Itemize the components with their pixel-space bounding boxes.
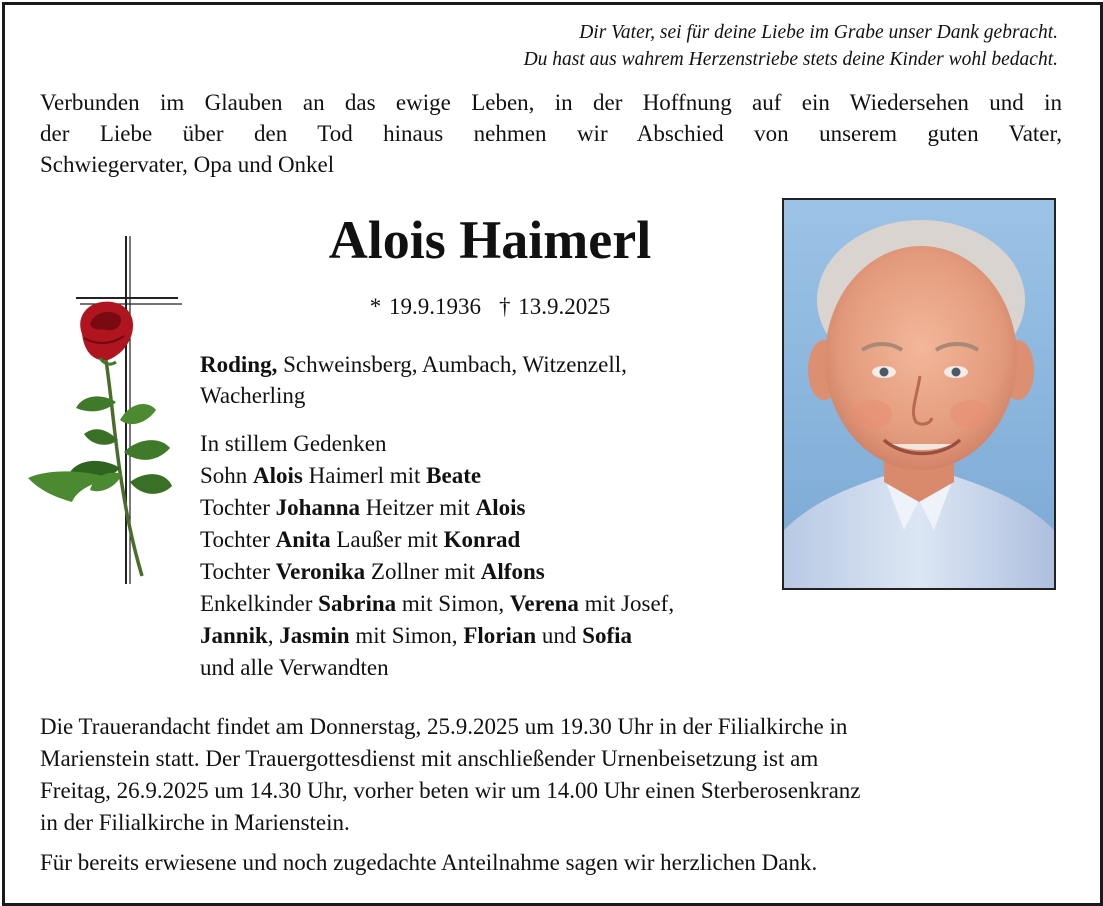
service-line-3: Freitag, 26.9.2025 um 14.30 Uhr, vorher beten wir um 14.00 Uhr einen Sterberosenkranz (40, 778, 861, 803)
intro-line-1: Verbunden im Glauben an das ewige Leben, in der Hoffnung auf ein Wiedersehen und in (40, 90, 1062, 115)
mourner-row: Tochter Johanna Heitzer mit Alois (200, 495, 526, 520)
places-rest: Schweinsberg, Aumbach, Witzenzell, (277, 352, 627, 377)
intro-line-2: der Liebe über den Tod hinaus nehmen wir Abschied von unserem guten Vater, (40, 121, 1062, 146)
thanks-text: Für bereits erwiesene und noch zugedachte Anteilnahme sagen wir herzlichen Dank. (40, 850, 818, 875)
mourner-row: Tochter Anita Laußer mit Konrad (200, 527, 521, 552)
poem-line-2: Du hast aus wahrem Herzenstriebe stets deine Kinder wohl bedacht. (523, 49, 1058, 70)
intro-text (40, 87, 1062, 180)
service-line-1: Die Trauerandacht findet am Donnerstag, 25.9.2025 um 19.30 Uhr in der Filialkirche in (40, 714, 848, 739)
life-dates (260, 292, 720, 322)
mourner-row: Sohn Alois Haimerl mit Beate (200, 463, 482, 488)
places-list (200, 349, 760, 411)
memorial-poem (524, 19, 1058, 73)
mourners-closing: und alle Verwandten (200, 655, 389, 680)
mourners-list (200, 428, 800, 684)
death-date: † 13.9.2025 (499, 294, 611, 319)
place-roding: Roding, (200, 352, 278, 377)
cross-with-rose-icon (20, 232, 190, 592)
portrait-photo (782, 198, 1056, 590)
service-line-4: in der Filialkirche in Marienstein. (40, 810, 350, 835)
deceased-name: Alois Haimerl (328, 210, 652, 270)
poem-line-1: Dir Vater, sei für deine Liebe im Grabe unser Dank gebracht. (579, 22, 1058, 43)
intro-line-3: Schwiegervater, Opa und Onkel (40, 152, 335, 177)
grandchildren-row-1: Enkelkinder Sabrina mit Simon, Verena mit Josef, (200, 591, 675, 616)
service-line-2: Marienstein statt. Der Trauergottesdienst mit anschließender Urnenbeisetzung ist am (40, 746, 819, 771)
service-info (40, 711, 1050, 839)
mourner-row: Tochter Veronika Zollner mit Alfons (200, 559, 545, 584)
mourners-heading: In stillem Gedenken (200, 431, 387, 456)
places-line-2: Wacherling (200, 383, 306, 408)
birth-date: * 19.9.1936 (369, 294, 481, 319)
grandchildren-row-2: Jannik, Jasmin mit Simon, Florian und Sofia (200, 623, 632, 648)
